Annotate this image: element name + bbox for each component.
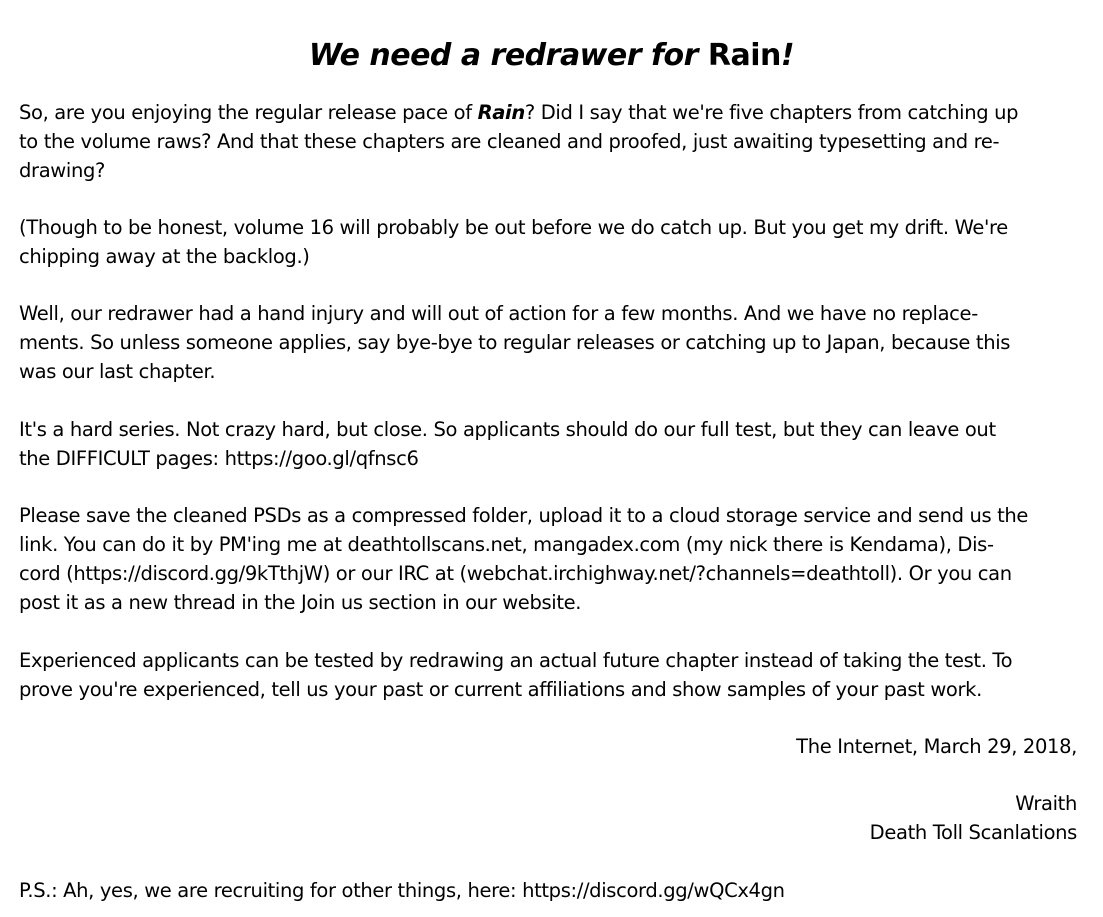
text-line: (Though to be honest, volume 16 will probably be out before we do catch up. But you get my drift. We're — [19, 216, 1008, 239]
text-line: was our last chapter. — [19, 360, 216, 383]
text-span: ? Did I say that we're five chapters from catching up — [524, 101, 1019, 124]
text-line: Experienced applicants can be tested by redrawing an actual future chapter instead of taking the test. To — [19, 649, 1013, 672]
signature-group: Death Toll Scanlations — [869, 821, 1077, 844]
text-line: It's a hard series. Not crazy hard, but close. So applicants should do our full test, but they can leave out — [19, 418, 996, 441]
postscript — [19, 876, 1081, 905]
paragraph-experienced — [19, 646, 1081, 704]
paragraph-test-info — [19, 415, 1081, 473]
text-line: the DIFFICULT pages: https://goo.gl/qfnsc6 — [19, 447, 419, 470]
text-line: chipping away at the backlog.) — [19, 245, 310, 268]
text-line: Well, our redrawer had a hand injury and will out of action for a few months. And we have no replace- — [19, 302, 978, 325]
text-line: P.S.: Ah, yes, we are recruiting for other things, here: https://discord.gg/wQCx4gn — [19, 879, 785, 902]
signature-name: Wraith — [1015, 792, 1077, 815]
series-name-emphasis: Rain — [477, 101, 525, 124]
title-exclamation: ! — [780, 38, 795, 74]
paragraph-volume-note — [19, 213, 1081, 271]
text-line: cord (https://discord.gg/9kTthjW) or our IRC at (webchat.irchighway.net/?channels=deathtoll). Or you can — [19, 562, 1012, 585]
paragraph-injury — [19, 299, 1081, 386]
text-span: So, are you enjoying the regular release pace of — [19, 101, 478, 124]
paragraph-submission — [19, 501, 1081, 617]
dateline: The Internet, March 29, 2018, — [796, 735, 1077, 758]
signature — [870, 789, 1077, 847]
paragraph-intro — [19, 98, 1081, 185]
text-line: link. You can do it by PM'ing me at deathtollscans.net, mangadex.com (my nick there is Kendama), Dis- — [19, 533, 994, 556]
text-line: prove you're experienced, tell us your past or current affiliations and show samples of your past work. — [19, 678, 982, 701]
text-line — [19, 98, 1081, 127]
title-text: We need a redrawer for — [308, 38, 698, 74]
title-series-name: Rain — [707, 38, 781, 74]
text-line: to the volume raws? And that these chapters are cleaned and proofed, just awaiting typesetting and re- — [19, 130, 1000, 153]
page-title — [0, 34, 1103, 78]
text-line: ments. So unless someone applies, say bye-bye to regular releases or catching up to Japan, because this — [19, 331, 1011, 354]
text-line: Please save the cleaned PSDs as a compressed folder, upload it to a cloud storage service and send us the — [19, 504, 1029, 527]
text-line: post it as a new thread in the Join us section in our website. — [19, 591, 582, 614]
text-line: drawing? — [19, 159, 105, 182]
